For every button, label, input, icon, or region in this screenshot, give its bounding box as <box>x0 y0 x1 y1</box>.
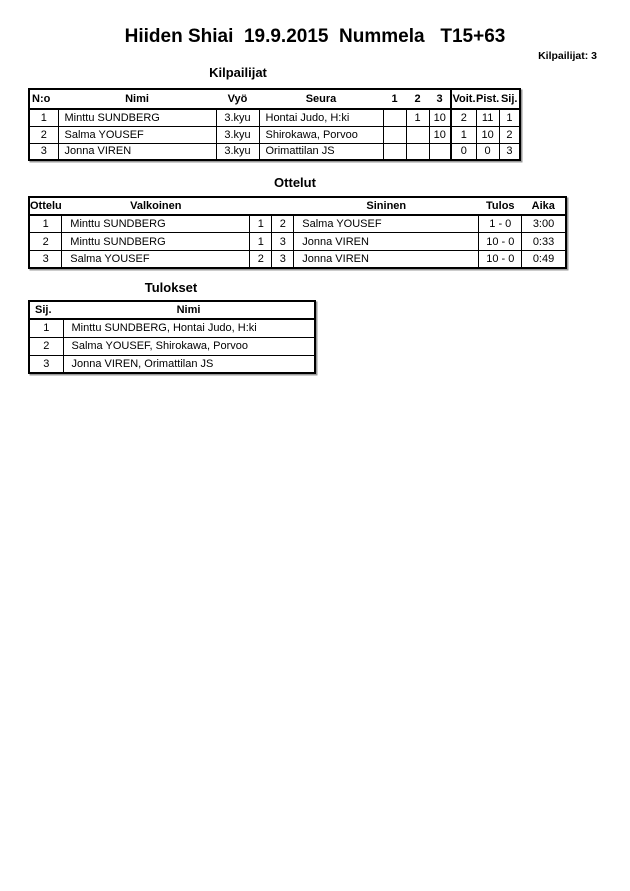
col-header-1: 1 <box>383 89 406 109</box>
cell-vs2: 1 <box>406 109 429 126</box>
table-row <box>29 143 520 160</box>
page-title: Hiiden Shiai 19.9.2015 Nummela T15+63 <box>124 26 506 47</box>
col-header-valkoinen: Valkoinen <box>62 197 250 215</box>
cell-vs3: 10 <box>429 109 451 126</box>
cell-blue-name: Salma YOUSEF <box>294 215 479 233</box>
col-header-no: N:o <box>29 89 58 109</box>
col-header-nimi: Nimi <box>63 301 315 319</box>
table-row <box>29 109 520 126</box>
cell-white-name: Salma YOUSEF <box>62 251 250 269</box>
cell-match-no: 2 <box>29 233 62 251</box>
cell-nimi: Jonna VIREN <box>58 143 216 160</box>
cell-seura: Orimattilan JS <box>259 143 383 160</box>
col-header-sininen: Sininen <box>294 197 479 215</box>
col-header-pist: Pist. <box>476 89 499 109</box>
col-header-sij: Sij. <box>499 89 520 109</box>
cell-sij: 2 <box>499 126 520 143</box>
col-header-2: 2 <box>406 89 429 109</box>
cell-pist: 10 <box>476 126 499 143</box>
col-header-vyo: Vyö <box>216 89 259 109</box>
cell-vyo: 3.kyu <box>216 143 259 160</box>
cell-place: 1 <box>29 319 63 337</box>
cell-pist: 11 <box>476 109 499 126</box>
table-row <box>29 337 315 355</box>
cell-blue-no: 2 <box>272 215 294 233</box>
col-header-white-no <box>250 197 272 215</box>
cell-voit: 2 <box>451 109 476 126</box>
cell-sij: 3 <box>499 143 520 160</box>
cell-no: 2 <box>29 126 58 143</box>
cell-voit: 0 <box>451 143 476 160</box>
tulokset-header-row <box>29 301 315 319</box>
cell-vs3: 10 <box>429 126 451 143</box>
table-row <box>29 215 566 233</box>
cell-no: 1 <box>29 109 58 126</box>
col-header-blue-no <box>272 197 294 215</box>
ottelut-heading: Ottelut <box>274 175 316 190</box>
cell-vs2 <box>406 143 429 160</box>
cell-vs3 <box>429 143 451 160</box>
cell-score: 10 - 0 <box>479 251 522 269</box>
col-header-seura: Seura <box>259 89 383 109</box>
col-header-nimi: Nimi <box>58 89 216 109</box>
cell-blue-name: Jonna VIREN <box>294 251 479 269</box>
cell-voit: 1 <box>451 126 476 143</box>
col-header-3: 3 <box>429 89 451 109</box>
cell-nimi: Minttu SUNDBERG <box>58 109 216 126</box>
cell-pist: 0 <box>476 143 499 160</box>
col-header-sij: Sij. <box>29 301 63 319</box>
table-row <box>29 126 520 143</box>
cell-blue-name: Jonna VIREN <box>294 233 479 251</box>
cell-place: 2 <box>29 337 63 355</box>
cell-seura: Hontai Judo, H:ki <box>259 109 383 126</box>
cell-vs1 <box>383 109 406 126</box>
col-header-tulos: Tulos <box>479 197 522 215</box>
cell-white-no: 1 <box>250 233 272 251</box>
kilpailijat-header-row <box>29 89 520 109</box>
cell-vyo: 3.kyu <box>216 126 259 143</box>
cell-blue-no: 3 <box>272 251 294 269</box>
cell-score: 1 - 0 <box>479 215 522 233</box>
cell-score: 10 - 0 <box>479 233 522 251</box>
col-header-aika: Aika <box>522 197 566 215</box>
cell-match-no: 3 <box>29 251 62 269</box>
table-row <box>29 251 566 269</box>
cell-seura: Shirokawa, Porvoo <box>259 126 383 143</box>
tulokset-table <box>28 300 316 374</box>
cell-vs1 <box>383 143 406 160</box>
col-header-voit: Voit. <box>451 89 476 109</box>
ottelut-table <box>28 196 567 269</box>
cell-white-no: 2 <box>250 251 272 269</box>
tulokset-heading: Tulokset <box>144 280 198 295</box>
cell-white-name: Minttu SUNDBERG <box>62 215 250 233</box>
cell-blue-no: 3 <box>272 233 294 251</box>
cell-vs1 <box>383 126 406 143</box>
cell-vs2 <box>406 126 429 143</box>
ottelut-header-row <box>29 197 566 215</box>
col-header-ottelu: Ottelu <box>29 197 62 215</box>
competitor-count-label: Kilpailijat: 3 <box>538 50 597 62</box>
table-row <box>29 233 566 251</box>
cell-time: 0:49 <box>522 251 566 269</box>
kilpailijat-table <box>28 88 521 161</box>
cell-competitor: Jonna VIREN, Orimattilan JS <box>63 355 315 373</box>
cell-white-name: Minttu SUNDBERG <box>62 233 250 251</box>
cell-match-no: 1 <box>29 215 62 233</box>
table-row <box>29 355 315 373</box>
cell-sij: 1 <box>499 109 520 126</box>
cell-white-no: 1 <box>250 215 272 233</box>
table-row <box>29 319 315 337</box>
cell-time: 3:00 <box>522 215 566 233</box>
cell-place: 3 <box>29 355 63 373</box>
cell-vyo: 3.kyu <box>216 109 259 126</box>
cell-nimi: Salma YOUSEF <box>58 126 216 143</box>
cell-competitor: Minttu SUNDBERG, Hontai Judo, H:ki <box>63 319 315 337</box>
cell-no: 3 <box>29 143 58 160</box>
cell-time: 0:33 <box>522 233 566 251</box>
cell-competitor: Salma YOUSEF, Shirokawa, Porvoo <box>63 337 315 355</box>
kilpailijat-heading: Kilpailijat <box>209 65 267 80</box>
